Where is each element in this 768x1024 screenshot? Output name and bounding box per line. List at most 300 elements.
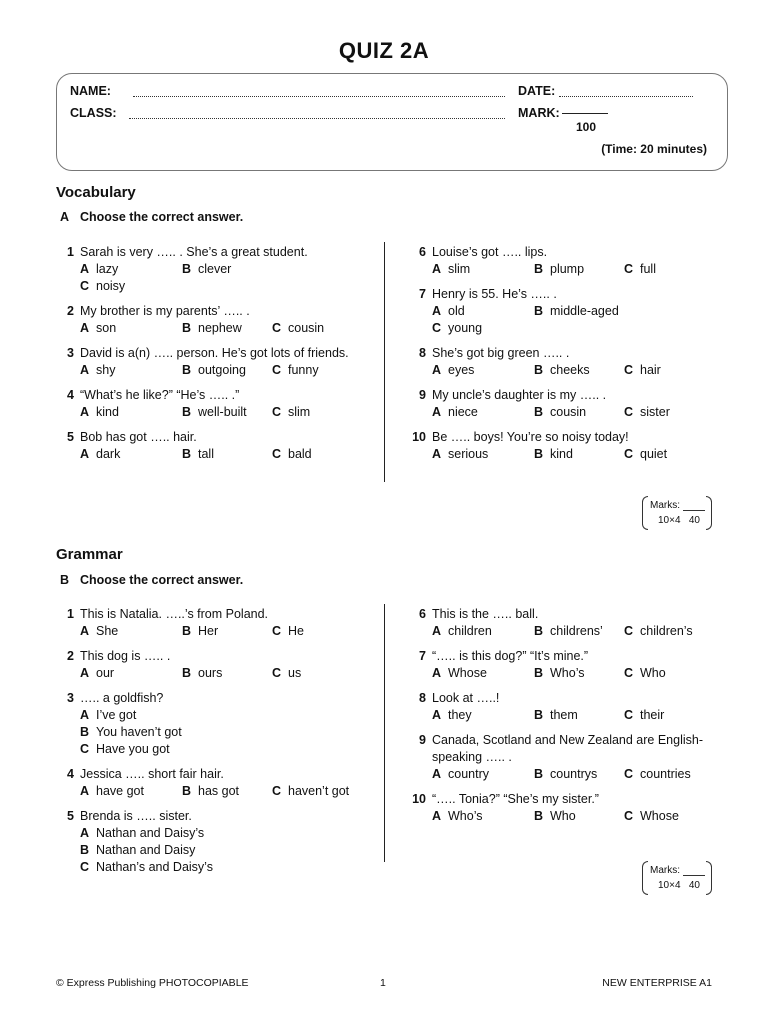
option-a[interactable] xyxy=(80,623,182,640)
option-text: funny xyxy=(288,363,319,377)
option-letter: C xyxy=(624,405,634,419)
vocabulary-section-title: Vocabulary xyxy=(56,184,136,201)
option-letter: A xyxy=(432,767,442,781)
option-text: Who xyxy=(550,809,576,823)
question-stem: Sarah is very ….. . She’s a great student. xyxy=(80,245,308,259)
question-stem: Jessica ….. short fair hair. xyxy=(80,767,224,781)
question-2 xyxy=(60,303,380,337)
option-text: young xyxy=(448,321,483,335)
answer-options xyxy=(80,320,380,337)
option-text: Whose xyxy=(448,666,487,680)
option-b[interactable] xyxy=(182,320,272,337)
option-letter: C xyxy=(272,363,282,377)
option-a[interactable] xyxy=(80,404,182,421)
question-stem: Louise’s got ….. lips. xyxy=(432,245,548,259)
option-text: niece xyxy=(448,405,478,419)
option-b[interactable] xyxy=(80,724,380,741)
option-text: shy xyxy=(96,363,116,377)
marks-bracket-left xyxy=(642,496,648,530)
answer-options xyxy=(80,446,380,463)
option-c[interactable] xyxy=(272,362,319,379)
option-letter: A xyxy=(432,624,442,638)
option-b[interactable] xyxy=(182,362,272,379)
option-a[interactable] xyxy=(432,362,534,379)
answer-options xyxy=(80,362,380,379)
option-letter: B xyxy=(182,363,192,377)
option-c[interactable] xyxy=(624,766,691,783)
option-text: old xyxy=(448,304,465,318)
mark-total: 100 xyxy=(576,120,597,134)
option-text: countries xyxy=(640,767,691,781)
option-c[interactable] xyxy=(272,320,324,337)
option-letter: B xyxy=(534,405,544,419)
class-label: CLASS: xyxy=(70,106,117,120)
question-9 xyxy=(412,387,732,421)
option-letter: B xyxy=(534,447,544,461)
option-text: childrens’ xyxy=(550,624,603,638)
option-text: ours xyxy=(198,666,223,680)
option-text: Who’s xyxy=(550,666,585,680)
question-stem: This dog is ….. . xyxy=(80,649,171,663)
option-text: countrys xyxy=(550,767,598,781)
question-number: 4 xyxy=(67,388,74,402)
option-a[interactable] xyxy=(432,623,534,640)
option-text: dark xyxy=(96,447,121,461)
option-letter: A xyxy=(80,447,90,461)
option-letter: B xyxy=(534,624,544,638)
marks-total: 40 xyxy=(688,880,700,891)
marks-multiplier: 10×4 xyxy=(658,880,681,891)
question-number: 10 xyxy=(412,430,426,444)
question-stem: Canada, Scotland and New Zealand are English-speaking ….. . xyxy=(432,733,704,764)
marks-bracket-left xyxy=(642,861,648,895)
option-text: clever xyxy=(198,262,232,276)
option-text: us xyxy=(288,666,302,680)
option-c[interactable] xyxy=(432,320,732,337)
marks-fraction xyxy=(658,880,708,891)
question-stem: Bob has got ….. hair. xyxy=(80,430,197,444)
option-text: kind xyxy=(550,447,573,461)
marks-field[interactable] xyxy=(683,510,705,511)
class-field[interactable] xyxy=(129,107,505,119)
time-note: (Time: 20 minutes) xyxy=(601,142,707,156)
grammar-instruction xyxy=(60,573,243,587)
option-text: cousin xyxy=(550,405,587,419)
option-text: children xyxy=(448,624,492,638)
option-text: country xyxy=(448,767,489,781)
marks-multiplier: 10×4 xyxy=(658,515,681,526)
answer-options xyxy=(432,808,732,825)
option-b[interactable] xyxy=(182,783,272,800)
option-letter: A xyxy=(80,826,90,840)
question-stem: Look at …..! xyxy=(432,691,500,705)
option-text: tall xyxy=(198,447,214,461)
option-letter: C xyxy=(272,624,282,638)
option-letter: A xyxy=(80,666,90,680)
option-b[interactable] xyxy=(534,808,624,825)
answer-options xyxy=(80,404,380,421)
question-number: 2 xyxy=(67,649,74,663)
question-4 xyxy=(60,766,380,800)
option-b[interactable] xyxy=(534,623,624,640)
footer-page-number: 1 xyxy=(380,977,386,989)
option-text: has got xyxy=(198,784,240,798)
answer-options xyxy=(432,303,732,337)
option-letter: B xyxy=(182,262,192,276)
option-b[interactable] xyxy=(534,303,624,320)
option-b[interactable] xyxy=(80,842,380,859)
answer-options xyxy=(80,261,380,295)
mark-field[interactable] xyxy=(562,113,608,114)
option-letter: C xyxy=(272,405,282,419)
option-a[interactable] xyxy=(80,665,182,682)
grammar-right-column xyxy=(412,606,732,833)
option-b[interactable] xyxy=(534,362,624,379)
mark-label: MARK: xyxy=(518,106,560,120)
option-letter: A xyxy=(432,405,442,419)
question-number: 6 xyxy=(419,245,426,259)
question-stem: “….. Tonia?” “She’s my sister.” xyxy=(432,792,599,806)
question-number: 8 xyxy=(419,691,426,705)
option-letter: B xyxy=(80,725,90,739)
option-a[interactable] xyxy=(432,404,534,421)
name-label: NAME: xyxy=(70,84,111,98)
option-letter: B xyxy=(182,784,192,798)
option-a[interactable] xyxy=(80,261,182,278)
option-text: hair xyxy=(640,363,661,377)
vocabulary-right-column xyxy=(412,244,732,471)
marks-field[interactable] xyxy=(683,875,705,876)
question-number: 8 xyxy=(419,346,426,360)
option-text: Nathan and Daisy’s xyxy=(96,826,205,840)
option-c[interactable] xyxy=(624,446,667,463)
question-10 xyxy=(412,791,732,825)
question-stem: David is a(n) ….. person. He’s got lots of friends. xyxy=(80,346,349,360)
option-c[interactable] xyxy=(272,665,301,682)
question-number: 9 xyxy=(419,733,426,747)
answer-options xyxy=(80,825,380,876)
option-text: our xyxy=(96,666,115,680)
option-letter: B xyxy=(182,321,192,335)
question-1 xyxy=(60,606,380,640)
question-stem: My uncle’s daughter is my ….. . xyxy=(432,388,607,402)
option-text: haven’t got xyxy=(288,784,350,798)
question-5 xyxy=(60,808,380,876)
option-letter: C xyxy=(80,279,90,293)
question-6 xyxy=(412,244,732,278)
option-letter: C xyxy=(624,624,634,638)
name-field[interactable] xyxy=(133,85,505,97)
option-text: middle-aged xyxy=(550,304,619,318)
option-letter: C xyxy=(624,666,634,680)
option-a[interactable] xyxy=(80,825,380,842)
option-letter: C xyxy=(272,321,282,335)
option-letter: B xyxy=(182,666,192,680)
option-letter: A xyxy=(80,363,90,377)
option-a[interactable] xyxy=(80,362,182,379)
option-letter: B xyxy=(534,262,544,276)
question-6 xyxy=(412,606,732,640)
option-text: noisy xyxy=(96,279,126,293)
option-b[interactable] xyxy=(182,404,272,421)
option-text: sister xyxy=(640,405,670,419)
option-text: lazy xyxy=(96,262,119,276)
option-c[interactable] xyxy=(624,623,693,640)
option-b[interactable] xyxy=(534,766,624,783)
date-field[interactable] xyxy=(559,85,693,97)
footer-book-title: NEW ENTERPRISE A1 xyxy=(602,977,712,989)
option-text: well-built xyxy=(198,405,247,419)
option-b[interactable] xyxy=(534,404,624,421)
option-b[interactable] xyxy=(182,623,272,640)
vocabulary-instruction xyxy=(60,210,243,224)
option-c[interactable] xyxy=(80,859,380,876)
option-b[interactable] xyxy=(534,707,624,724)
answer-options xyxy=(80,623,380,640)
grammar-section-title: Grammar xyxy=(56,546,123,563)
option-text: Who xyxy=(640,666,666,680)
option-a[interactable] xyxy=(432,766,534,783)
option-b[interactable] xyxy=(534,261,624,278)
option-b[interactable] xyxy=(534,446,624,463)
question-stem: Henry is 55. He’s ….. . xyxy=(432,287,557,301)
answer-options xyxy=(432,766,732,783)
option-letter: C xyxy=(80,742,90,756)
question-9 xyxy=(412,732,732,783)
option-letter: C xyxy=(272,784,282,798)
option-text: children’s xyxy=(640,624,693,638)
column-divider xyxy=(384,242,385,482)
question-number: 1 xyxy=(67,245,74,259)
question-number: 2 xyxy=(67,304,74,318)
option-letter: C xyxy=(624,767,634,781)
instruction-text: Choose the correct answer. xyxy=(80,573,244,587)
option-text: She xyxy=(96,624,119,638)
question-5 xyxy=(60,429,380,463)
question-7 xyxy=(412,648,732,682)
option-c[interactable] xyxy=(624,665,666,682)
option-letter: C xyxy=(624,809,634,823)
option-b[interactable] xyxy=(182,446,272,463)
option-text: Her xyxy=(198,624,219,638)
option-text: You haven’t got xyxy=(96,725,182,739)
option-c[interactable] xyxy=(272,404,310,421)
question-number: 7 xyxy=(419,287,426,301)
question-7 xyxy=(412,286,732,337)
option-letter: B xyxy=(534,363,544,377)
option-text: plump xyxy=(550,262,585,276)
option-letter: B xyxy=(534,809,544,823)
option-letter: C xyxy=(272,666,282,680)
option-letter: A xyxy=(432,304,442,318)
option-text: eyes xyxy=(448,363,475,377)
question-stem: My brother is my parents’ ….. . xyxy=(80,304,250,318)
option-letter: A xyxy=(80,708,90,722)
answer-options xyxy=(432,404,732,421)
question-10 xyxy=(412,429,732,463)
option-a[interactable] xyxy=(432,707,534,724)
vocabulary-left-column xyxy=(60,244,380,471)
option-text: slim xyxy=(288,405,311,419)
answer-options xyxy=(432,261,732,278)
option-c[interactable] xyxy=(624,808,679,825)
option-letter: B xyxy=(182,405,192,419)
option-text: cheeks xyxy=(550,363,590,377)
answer-options xyxy=(432,707,732,724)
option-text: cousin xyxy=(288,321,325,335)
option-text: He xyxy=(288,624,304,638)
question-stem: Be ….. boys! You’re so noisy today! xyxy=(432,430,629,444)
column-divider xyxy=(384,604,385,862)
question-2 xyxy=(60,648,380,682)
grammar-left-column xyxy=(60,606,380,884)
question-number: 4 xyxy=(67,767,74,781)
option-b[interactable] xyxy=(182,665,272,682)
option-a[interactable] xyxy=(80,320,182,337)
option-a[interactable] xyxy=(80,707,182,724)
option-letter: A xyxy=(432,666,442,680)
option-letter: A xyxy=(432,262,442,276)
question-number: 6 xyxy=(419,607,426,621)
option-letter: A xyxy=(80,405,90,419)
question-stem: “What’s he like?” “He’s ….. .” xyxy=(80,388,240,402)
question-stem: Brenda is ….. sister. xyxy=(80,809,192,823)
option-letter: C xyxy=(432,321,442,335)
question-3 xyxy=(60,690,380,758)
option-c[interactable] xyxy=(272,623,304,640)
option-letter: C xyxy=(624,708,634,722)
option-text: Have you got xyxy=(96,742,170,756)
option-letter: B xyxy=(534,767,544,781)
footer-copyright: © Express Publishing PHOTOCOPIABLE xyxy=(56,977,249,989)
option-a[interactable] xyxy=(80,783,182,800)
answer-options xyxy=(80,665,380,682)
question-stem: She’s got big green ….. . xyxy=(432,346,570,360)
marks-label: Marks: xyxy=(650,500,680,511)
option-text: Whose xyxy=(640,809,679,823)
option-c[interactable] xyxy=(624,707,664,724)
answer-options xyxy=(432,362,732,379)
question-stem: ….. a goldfish? xyxy=(80,691,164,705)
option-letter: A xyxy=(80,624,90,638)
question-number: 10 xyxy=(412,792,426,806)
option-text: outgoing xyxy=(198,363,246,377)
option-letter: C xyxy=(80,860,90,874)
option-letter: C xyxy=(624,262,634,276)
option-text: nephew xyxy=(198,321,242,335)
option-text: Nathan and Daisy xyxy=(96,843,196,857)
marks-fraction xyxy=(658,515,708,526)
question-8 xyxy=(412,690,732,724)
question-stem: This is Natalia. …..’s from Poland. xyxy=(80,607,269,621)
question-3 xyxy=(60,345,380,379)
question-stem: This is the ….. ball. xyxy=(432,607,539,621)
question-number: 3 xyxy=(67,691,74,705)
option-letter: C xyxy=(272,447,282,461)
grammar-marks-box xyxy=(642,861,712,895)
option-text: Who’s xyxy=(448,809,483,823)
option-c[interactable] xyxy=(80,278,380,295)
option-a[interactable] xyxy=(432,808,534,825)
option-text: serious xyxy=(448,447,489,461)
instruction-letter: B xyxy=(60,573,70,587)
option-text: bald xyxy=(288,447,312,461)
option-c[interactable] xyxy=(80,741,380,758)
option-text: their xyxy=(640,708,665,722)
option-text: son xyxy=(96,321,117,335)
question-number: 3 xyxy=(67,346,74,360)
option-letter: A xyxy=(432,809,442,823)
instruction-letter: A xyxy=(60,210,70,224)
option-a[interactable] xyxy=(432,665,534,682)
answer-options xyxy=(432,446,732,463)
option-a[interactable] xyxy=(80,446,182,463)
marks-label: Marks: xyxy=(650,865,680,876)
option-letter: A xyxy=(432,447,442,461)
question-number: 9 xyxy=(419,388,426,402)
option-b[interactable] xyxy=(182,261,272,278)
option-letter: A xyxy=(432,363,442,377)
date-label: DATE: xyxy=(518,84,556,98)
option-a[interactable] xyxy=(432,261,534,278)
option-text: kind xyxy=(96,405,119,419)
option-letter: B xyxy=(534,666,544,680)
option-c[interactable] xyxy=(272,783,349,800)
answer-options xyxy=(432,623,732,640)
vocabulary-marks-box xyxy=(642,496,712,530)
answer-options xyxy=(80,783,380,800)
answer-options xyxy=(80,707,380,758)
option-letter: B xyxy=(534,708,544,722)
option-text: full xyxy=(640,262,656,276)
option-a[interactable] xyxy=(432,446,534,463)
question-number: 1 xyxy=(67,607,74,621)
option-text: I’ve got xyxy=(96,708,137,722)
page-title: QUIZ 2A xyxy=(338,38,430,63)
option-c[interactable] xyxy=(624,404,670,421)
option-letter: A xyxy=(432,708,442,722)
option-letter: B xyxy=(534,304,544,318)
option-text: quiet xyxy=(640,447,668,461)
option-text: have got xyxy=(96,784,144,798)
option-c[interactable] xyxy=(624,362,661,379)
student-info-box xyxy=(56,73,728,171)
option-letter: C xyxy=(624,447,634,461)
question-4 xyxy=(60,387,380,421)
option-a[interactable] xyxy=(432,303,534,320)
option-letter: A xyxy=(80,321,90,335)
question-number: 5 xyxy=(67,809,74,823)
marks-total: 40 xyxy=(688,515,700,526)
option-c[interactable] xyxy=(624,261,656,278)
option-text: they xyxy=(448,708,472,722)
question-stem: “….. is this dog?” “It’s mine.” xyxy=(432,649,589,663)
option-text: Nathan’s and Daisy’s xyxy=(96,860,213,874)
question-number: 7 xyxy=(419,649,426,663)
option-letter: B xyxy=(182,624,192,638)
option-text: slim xyxy=(448,262,471,276)
question-1 xyxy=(60,244,380,295)
option-c[interactable] xyxy=(272,446,312,463)
option-letter: B xyxy=(182,447,192,461)
option-letter: B xyxy=(80,843,90,857)
option-letter: A xyxy=(80,262,90,276)
option-b[interactable] xyxy=(534,665,624,682)
question-8 xyxy=(412,345,732,379)
option-text: them xyxy=(550,708,578,722)
option-letter: A xyxy=(80,784,90,798)
question-number: 5 xyxy=(67,430,74,444)
